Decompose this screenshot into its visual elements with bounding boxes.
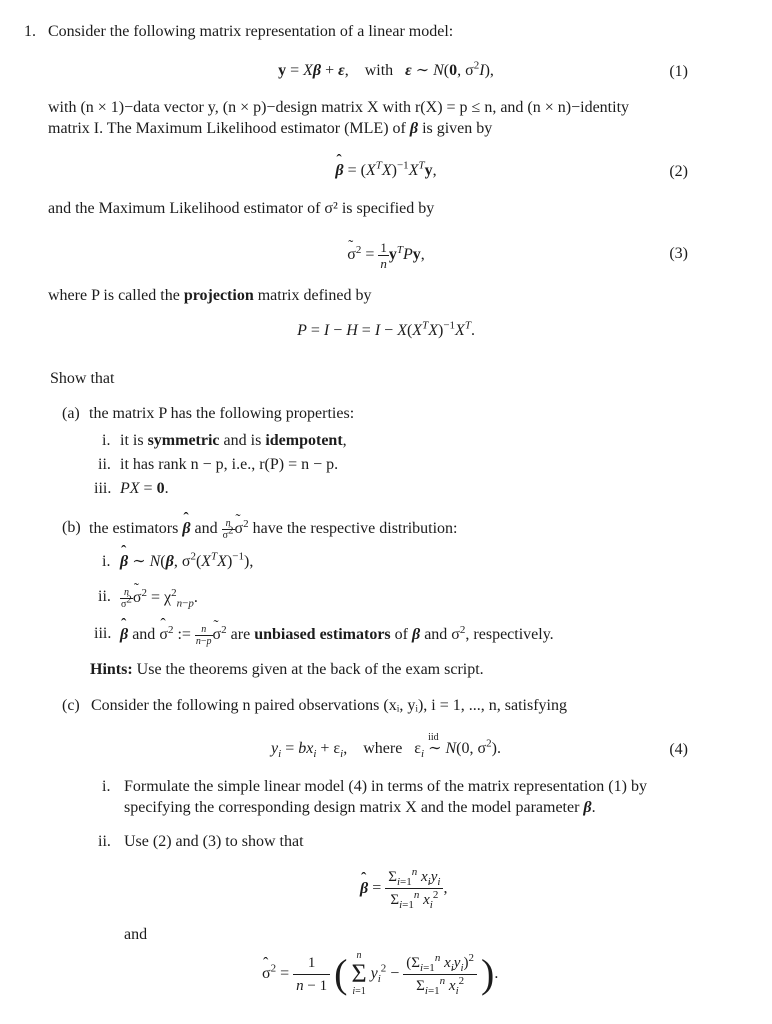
part-c-ii-label: ii. — [98, 833, 111, 850]
equation-4: $y_i = bx_i + \varepsilon_i$, where $\varepsilon_i$ iid ∼ N(0, $\sigma^2$). — [271, 732, 501, 761]
sigma-hat-formula: ˆ $\sigma^2$ = $\frac{1}{n - 1}$ ( n Σ i=1 $y_i^2$ − ($\Sigma_{i=1}^n$ $x_iy_i)^2$ $\Sigma_{i=1}^n$ $x_i^2$ ). — [262, 950, 498, 998]
part-a-ii-text: it has rank n − p, i.e., r(P) = n − p. — [120, 456, 339, 473]
part-b-hints: Hints: Use the theorems given at the back of the exam script. — [90, 661, 484, 678]
part-b-text: the estimators ˆ β and $\frac{n}{\sigma^2}$ ˜ $\sigma^2$ have the respective distribution: — [89, 518, 457, 541]
part-b-iii-text: ˆ β and ˆ $\sigma^2$ := $\frac{n}{n-p}$ ˜ $\sigma^2$ are unbiased estimators of β and $\sigma^2$, respectively. — [120, 624, 554, 647]
problem-intro: Consider the following matrix representation of a linear model: — [48, 23, 454, 40]
part-a-iii-label: iii. — [94, 480, 112, 497]
equation-2: ˆ $\beta = (X^TX)^{-1}X^Ty$, — [0, 161, 772, 181]
part-c-i-label: i. — [102, 778, 111, 795]
part-b-iii-label: iii. — [94, 625, 112, 642]
part-b-label: (b) — [62, 519, 81, 536]
paragraph-1-line-1: with (n × 1)−data vector y, (n × p)−design matrix X with r(X) = p ≤ n, and (n × n)−identity — [48, 99, 630, 116]
paragraph-2: and the Maximum Likelihood estimator of σ² is specified by — [48, 200, 435, 217]
problem-number: 1. — [24, 23, 36, 40]
part-c-text: Consider the following n paired observations (xᵢ, yᵢ), i = 1, ..., n, satisfying — [91, 697, 567, 714]
part-a-i-label: i. — [102, 432, 111, 449]
equation-1: y = Xβ + ε, with ε ∼ N(0, $\sigma^2I$), — [278, 59, 494, 79]
part-b-i-formula: ˆ β ∼ N(β, $\sigma^2(X^TX)^{-1}$), — [120, 552, 253, 572]
part-a-i-text: it is symmetric and is idempotent, — [120, 432, 347, 449]
part-b-i-label: i. — [102, 553, 111, 570]
part-a-iii-text: PX = 0. — [120, 480, 169, 497]
part-c-i-line-1: Formulate the simple linear model (4) in terms of the matrix representation (1) by — [124, 778, 647, 795]
equation-4-number: (4) — [669, 741, 688, 758]
show-that: Show that — [50, 370, 115, 387]
equation-projection: $P = I - H = I - X(X^TX)^{-1}X^T$. — [297, 319, 475, 339]
part-a-text: the matrix P has the following properties: — [89, 405, 355, 422]
part-c-i-line-2: specifying the corresponding design matrix X and the model parameter β. — [124, 799, 596, 816]
paragraph-1-line-2: matrix I. The Maximum Likelihood estimator (MLE) of β is given by — [48, 120, 493, 137]
part-a-ii-label: ii. — [98, 456, 111, 473]
equation-3-number: (3) — [669, 245, 688, 262]
beta-hat-formula: ˆ β = $\Sigma_{i=1}^n$ $x_iy_i$ $\Sigma_{i=1}^n$ $x_i^2$ , — [360, 866, 447, 911]
equation-2-number: (2) — [669, 163, 688, 180]
equation-3: ˜ $\sigma^2$ = $\frac{1}{n}$ $y^TPy$, — [0, 240, 772, 271]
part-c-ii-text: Use (2) and (3) to show that — [124, 833, 304, 850]
equation-1-number: (1) — [669, 63, 688, 80]
part-c-and: and — [124, 926, 148, 943]
part-b-ii-label: ii. — [98, 588, 111, 605]
part-b-ii-formula: $\frac{n}{\sigma^2}$ ˜ $\sigma^2 = \chi^2_{n-p}$. — [120, 587, 198, 610]
part-c-label: (c) — [62, 697, 80, 714]
part-a-label: (a) — [62, 405, 80, 422]
paragraph-3: where P is called the projection matrix defined by — [48, 287, 372, 304]
